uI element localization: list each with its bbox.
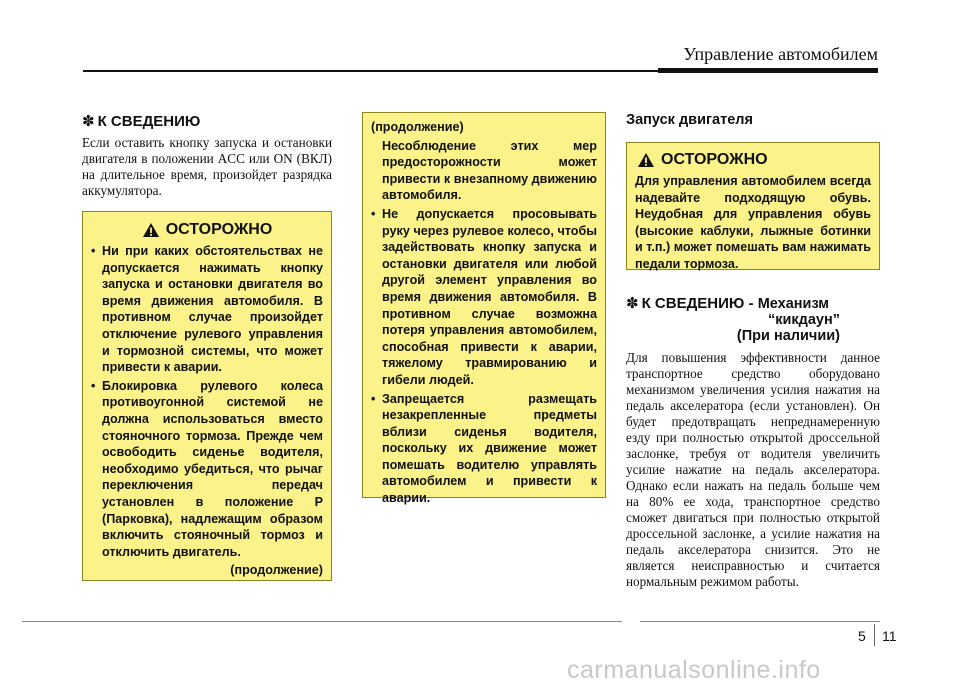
warning-item: • Ни при каких обстоятельствах не допускается нажимать кнопку запуска и остановки двигателя во время движения автомобиля. В противном случае произойдет отключение рулевого управления и тормозной системы, что может привести к аварии.	[91, 244, 323, 375]
warning-text: Для управления автомобилем всегда надевайте подходящую обувь. Неудобная для управления обувь (высокие каблуки, лыжные ботинки и т.п.) может помешать вам нажимать педали тормоза.	[635, 174, 871, 271]
warning-item: • Блокировка рулевого колеса противоугонной системой не должна использоваться вместо стояночного тормоза. Прежде чем освободить сиденье водителя, необходимо убедиться, что рычаг переключения передач установлен в положение P (Парковка), надлежащим образом включить стояночный тормоз и отключить двигатель.	[91, 378, 323, 559]
asterisk-icon: ✽	[626, 295, 639, 312]
middle-column	[362, 112, 606, 506]
warning-box-footwear	[626, 142, 880, 270]
warning-title: ОСТОРОЖНО	[635, 151, 871, 169]
warning-triangle-icon	[142, 222, 160, 238]
watermark: carmanualsonline.info	[567, 656, 821, 684]
warning-item: • Не допускается просовывать руку через рулевое колесо, чтобы задействовать кнопку запуска и остановки двигателя или любой другой элемент управления во время движения автомобиля. В противном случае возможна потеря управления автомобилем, способная привести к аварии, тяжелому травмированию и гибели людей.	[371, 206, 597, 387]
continued-label: (продолжение)	[371, 120, 464, 134]
page-header-title: Управление автомобилем	[683, 44, 878, 64]
page-number: 11	[882, 628, 897, 644]
warning-box-continued	[362, 112, 606, 506]
kickdown-heading: ✽ К СВЕДЕНИЮ - Механизм “кикдаун” (При наличии)	[626, 295, 840, 344]
left-column	[82, 112, 332, 581]
note-text: Если оставить кнопку запуска и остановки двигателя в положении ACC или ON (ВКЛ) на длительное время, произойдет разрядка аккумулятора.	[82, 135, 332, 198]
warning-list	[371, 138, 597, 507]
footer-rule	[640, 621, 880, 622]
section-title: Запуск двигателя	[626, 112, 753, 128]
warning-item: • Запрещается размещать незакрепленные предметы вблизи сиденья водителя, поскольку их движение может помешать водителю управлять автомобилем и привести к аварии.	[371, 391, 597, 506]
warning-intro: Несоблюдение этих мер предосторожности может привести к внезапному движению автомобиля.	[382, 138, 597, 203]
chapter-number: 5	[858, 628, 866, 644]
page-number-divider	[874, 624, 875, 646]
warning-box-ignition	[82, 211, 332, 581]
kickdown-text: Для повышения эффективности данное транспортное средство оборудовано механизмом увеличения усилия нажатия на педаль акселератора (если установлен). Он будет предотвращать непреднамеренную езду при полностью открытой дроссельной заслонке, требуя от водителя увеличить усилие нажатие на педаль акселератора. Однако если нажать на педаль больше чем на 80% ее хода, транспортное средство сможет двигаться при полностью открытой дроссельной заслонке, а усилие нажатия на педаль акселератора снизится. Это не является неисправностью и считается нормальным режимом работы.	[626, 350, 880, 589]
warning-title: ОСТОРОЖНО	[91, 221, 323, 239]
header-rule-accent	[658, 68, 878, 73]
asterisk-icon: ✽	[82, 113, 95, 130]
warning-list	[91, 243, 323, 560]
right-column	[626, 112, 880, 590]
warning-triangle-icon	[637, 152, 655, 168]
note-heading: ✽ К СВЕДЕНИЮ	[82, 113, 201, 130]
continued-label: (продолжение)	[230, 563, 323, 578]
footer-rule	[22, 621, 622, 622]
